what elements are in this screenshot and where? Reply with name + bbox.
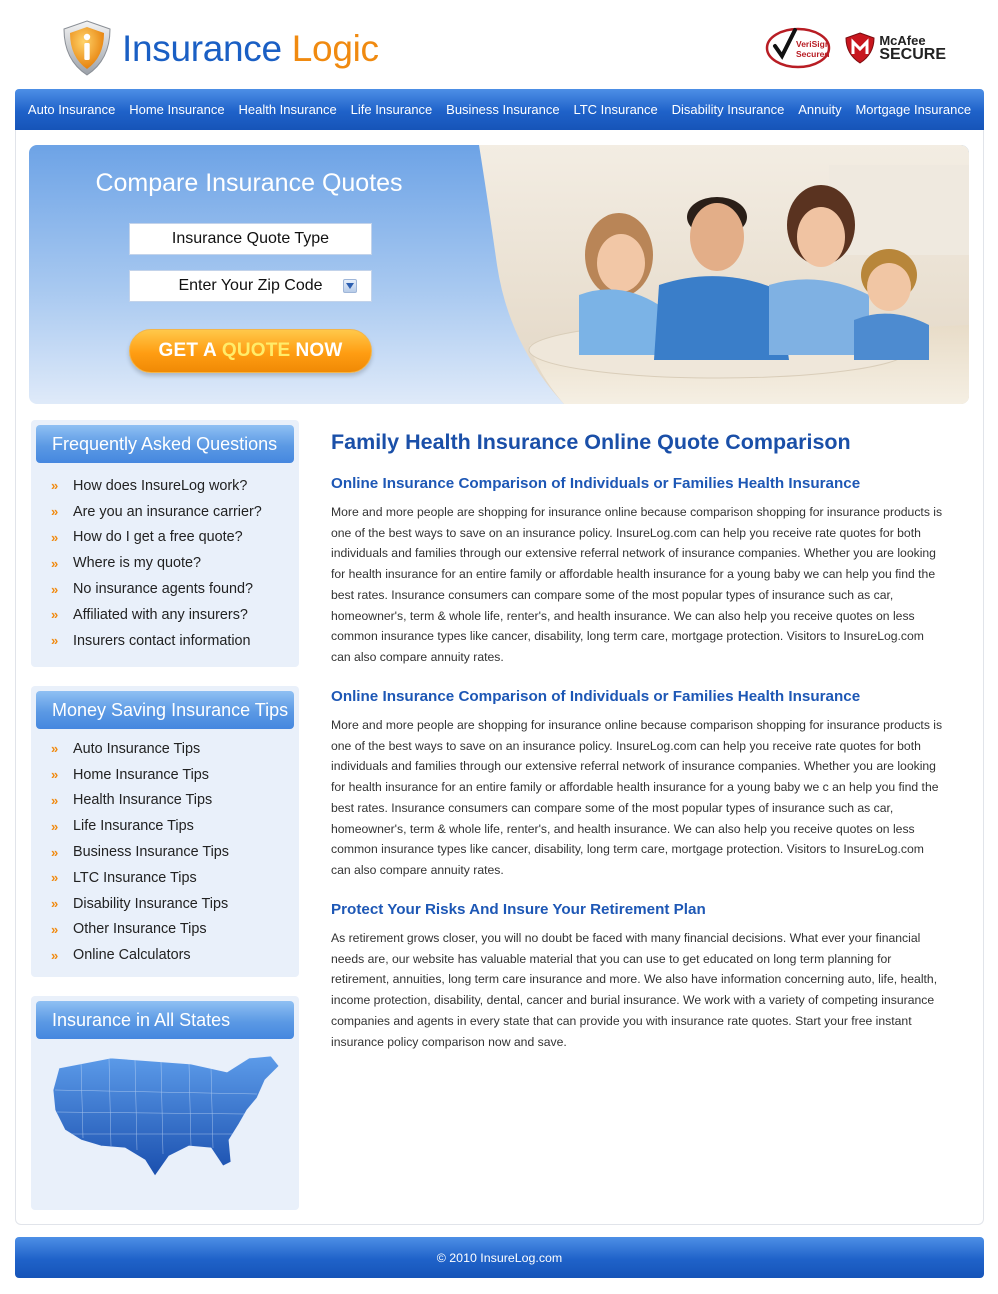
double-chevron-icon: » [51,581,59,597]
tips-item[interactable]: » Auto Insurance Tips [51,740,201,757]
states-box [31,996,299,1210]
quote-button-highlight: QUOTE [221,340,291,361]
states-title: Insurance in All States [36,1001,294,1039]
hero-title: Compare Insurance Quotes [95,169,403,197]
family-photo [469,145,969,404]
verisign-check-icon [765,26,831,70]
zip-placeholder: Enter Your Zip Code [178,277,323,294]
section-paragraph: More and more people are shopping for insurance online because comparison shopping for insurance products is one of the best ways to save on an insurance policy. InsureLog.com can help you receive rate quotes for both individuals and families through our extensive referral network of insurance companies. Whether you are looking for health insurance for an entire family or affordable health insurance for a young baby we c an help you find the best rates. Insurance consumers can compare some of the most popular types of insurance such as car, homeowner's, term & whole life, renter's, and health insurance. We can also help you receive quotes on less common insurance types like cancer, disability, long term care, mortgage protection. Visitors to InsureLog.com can also compare annuity rates. [331,718,943,877]
tips-item[interactable]: » Online Calculators [51,947,191,964]
nav-business-insurance[interactable]: Business Insurance [446,102,560,117]
tips-item[interactable]: » Life Insurance Tips [51,818,194,835]
nav-auto-insurance[interactable]: Auto Insurance [27,102,116,117]
quote-hero [29,145,969,404]
tips-item[interactable]: » Home Insurance Tips [51,766,209,783]
double-chevron-icon: » [51,607,59,623]
chevron-down-icon[interactable] [343,279,357,293]
site-logo[interactable] [62,20,379,76]
faq-item[interactable]: » No insurance agents found? [51,581,254,598]
nav-health-insurance[interactable]: Health Insurance [238,102,337,117]
logo-word-insurance: Insurance [122,27,282,69]
article-title: Family Health Insurance Online Quote Comparison [331,430,851,454]
mcafee-line2: SECURE [879,45,946,63]
double-chevron-icon: » [51,633,59,649]
quote-button-pre: GET A [158,340,217,361]
faq-list [51,473,262,654]
double-chevron-icon: » [51,792,59,808]
double-chevron-icon: » [51,896,59,912]
tips-box [31,686,299,977]
tips-item[interactable]: » LTC Insurance Tips [51,869,197,886]
footer [15,1237,984,1278]
faq-title: Frequently Asked Questions [36,425,294,463]
nav-life-insurance[interactable]: Life Insurance [350,102,433,117]
mcafee-shield-icon [845,32,875,64]
quote-button-post: NOW [295,340,343,361]
faq-item[interactable]: » How do I get a free quote? [51,529,243,546]
faq-box [31,420,299,667]
tips-item[interactable]: » Health Insurance Tips [51,792,213,809]
section-heading: Online Insurance Comparison of Individuals or Families Health Insurance [331,688,861,705]
verisign-line2: Secured [796,49,830,59]
nav-home-insurance[interactable]: Home Insurance [129,102,225,117]
copyright-text: © 2010 InsureLog.com [436,1250,563,1265]
verisign-badge[interactable] [765,26,831,70]
mcafee-line1: McAfee [879,32,926,48]
double-chevron-icon: » [51,947,59,963]
verisign-line1: VeriSign [796,39,831,49]
faq-item[interactable]: » How does InsureLog work? [51,477,248,494]
logo-word-logic: Logic [291,27,379,69]
faq-item[interactable]: » Are you an insurance carrier? [51,503,262,520]
section-heading: Protect Your Risks And Insure Your Retirement Plan [331,901,706,918]
get-quote-button[interactable] [129,329,372,373]
nav-annuity[interactable]: Annuity [798,102,842,117]
double-chevron-icon: » [51,478,59,494]
double-chevron-icon: » [51,741,59,757]
quote-type-select[interactable]: Insurance Quote Type [129,223,372,255]
double-chevron-icon: » [51,844,59,860]
section-paragraph: More and more people are shopping for insurance online because comparison shopping for insurance products is one of the best ways to save on an insurance policy. InsureLog.com can help you receive rate quotes for both individuals and families through our extensive referral network of insurance companies. Whether you are looking for health insurance for an entire family or affordable health insurance for a young baby we can help you find the best rates. Insurance consumers can compare some of the most popular types of insurance such as car, homeowner's, term & whole life, renter's, and health insurance. We can also help you receive quotes on less common insurance types like cancer, disability, long term care, mortgage protection. Visitors to InsureLog.com can also compare annuity rates. [331,505,943,664]
security-badges [765,26,946,70]
header [0,0,998,88]
faq-item[interactable]: » Affiliated with any insurers? [51,606,248,623]
double-chevron-icon: » [51,555,59,571]
double-chevron-icon: » [51,870,59,886]
zip-code-field[interactable] [129,270,372,302]
tips-item[interactable]: » Business Insurance Tips [51,844,229,861]
usa-map[interactable] [51,1050,283,1188]
double-chevron-icon: » [51,529,59,545]
tips-list [51,736,229,968]
section-heading: Online Insurance Comparison of Individuals or Families Health Insurance [331,475,861,492]
section-paragraph: As retirement grows closer, you will no doubt be faced with many financial decisions. What ever your financial needs are, our website has valuable material that you can use to get educated on long term planning for retirement, annuities, long term care insurance and more. We also have information concerning auto, life, health, income protection, disability, dental, cancer and burial insurance. We work with a variety of competing insurance companies and agents in every state that can provide you with insurance rate quotes. Start your free instant insurance policy comparison now and save. [331,931,938,1049]
double-chevron-icon: » [51,818,59,834]
double-chevron-icon: » [51,504,59,520]
tips-item[interactable]: » Other Insurance Tips [51,921,207,938]
mcafee-badge[interactable] [845,32,946,64]
nav-mortgage-insurance[interactable]: Mortgage Insurance [855,102,972,117]
double-chevron-icon: » [51,921,59,937]
faq-item[interactable]: » Insurers contact information [51,632,251,649]
tips-title: Money Saving Insurance Tips [36,691,294,729]
main-nav [15,89,984,130]
nav-ltc-insurance[interactable]: LTC Insurance [573,102,658,117]
double-chevron-icon: » [51,767,59,783]
faq-item[interactable]: » Where is my quote? [51,555,201,572]
info-shield-icon [62,20,112,76]
nav-disability-insurance[interactable]: Disability Insurance [671,102,785,117]
tips-item[interactable]: » Disability Insurance Tips [51,895,229,912]
